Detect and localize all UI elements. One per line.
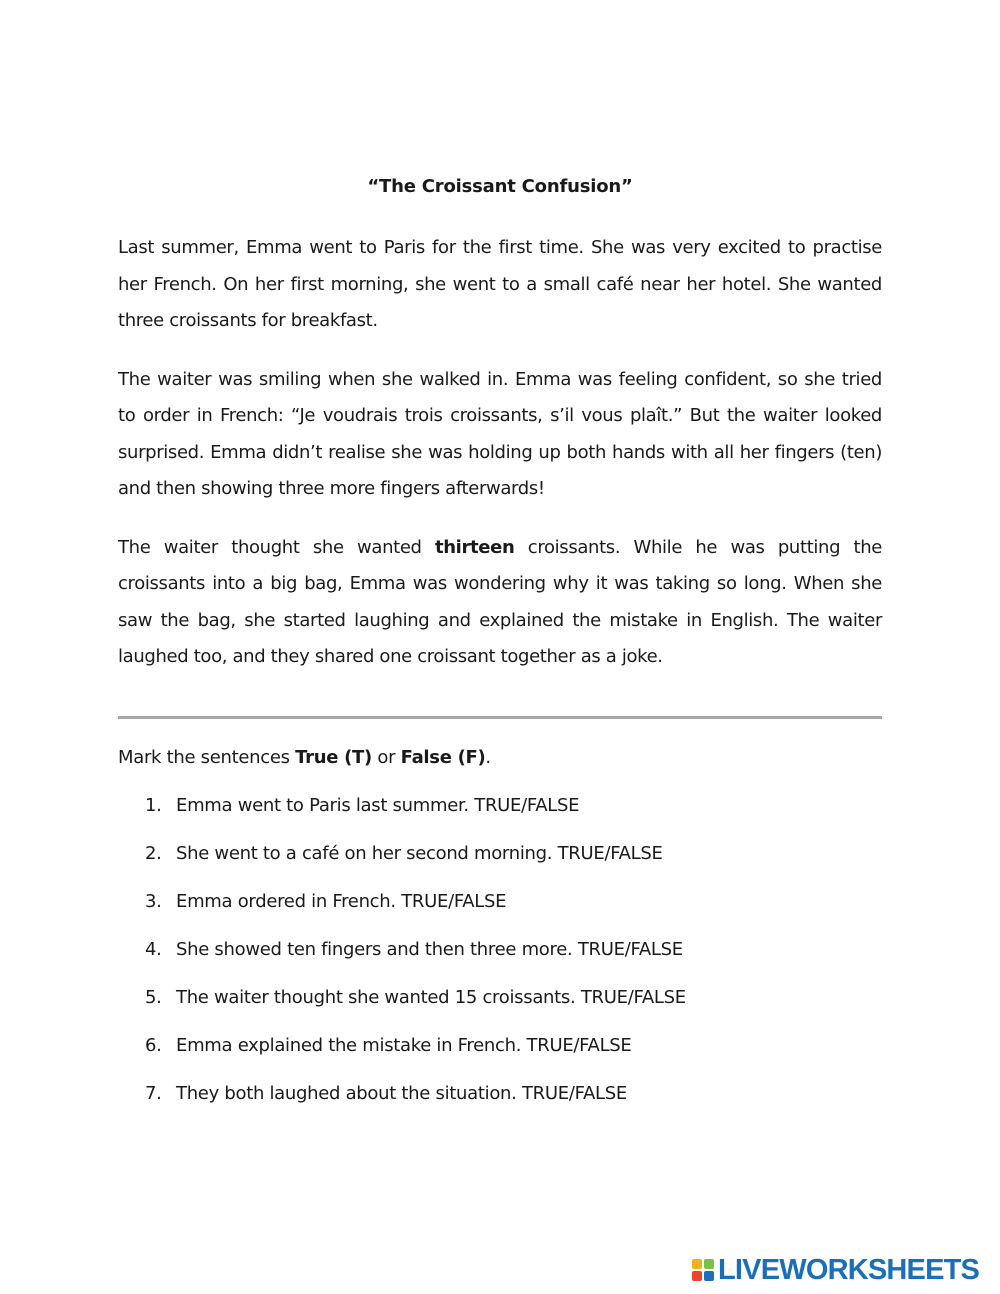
logo-block-2 xyxy=(704,1259,714,1269)
question-item xyxy=(145,891,686,939)
question-text[interactable]: They both laughed about the situation. TRUE/FALSE xyxy=(176,1083,627,1104)
section-divider xyxy=(118,716,882,719)
question-number: 5. xyxy=(145,987,162,1008)
question-number: 2. xyxy=(145,843,162,864)
question-number: 1. xyxy=(145,795,162,816)
paragraph-3-end: croissants. While he was putting the croissants into a big bag, Emma was wondering why it was taking so long. When she saw the bag, she started laughing and explained the mistake in English. The waiter laughed too, and they shared one croissant together as a joke. xyxy=(118,536,882,667)
question-text[interactable]: She went to a café on her second morning. TRUE/FALSE xyxy=(176,843,663,864)
liveworksheets-logo xyxy=(692,1254,979,1286)
instructions xyxy=(118,747,491,768)
question-number: 4. xyxy=(145,939,162,960)
paragraph-3-start: The waiter thought she wanted xyxy=(118,536,435,558)
story-paragraph-2: The waiter was smiling when she walked in. Emma was feeling confident, so she tried to order in French: “Je voudrais trois croissants, s’il vous plaît.” But the waiter looked surprised. Emma didn’t realise she was holding up both hands with all her fingers (ten) and then showing three more fingers afterwards! xyxy=(118,368,882,499)
story-body xyxy=(118,230,882,698)
true-label: True (T) xyxy=(295,747,372,768)
question-item xyxy=(145,987,686,1035)
paragraph-3-emphasis: thirteen xyxy=(434,536,515,558)
logo-block-1 xyxy=(692,1259,702,1269)
question-text[interactable]: The waiter thought she wanted 15 croissants. TRUE/FALSE xyxy=(176,987,686,1008)
question-item xyxy=(145,1035,686,1083)
story-paragraph-3 xyxy=(118,530,882,676)
question-item xyxy=(145,1083,686,1131)
question-number: 6. xyxy=(145,1035,162,1056)
question-text[interactable]: Emma explained the mistake in French. TRUE/FALSE xyxy=(176,1035,632,1056)
question-number: 3. xyxy=(145,891,162,912)
story-title: “The Croissant Confusion” xyxy=(367,176,633,197)
logo-block-4 xyxy=(704,1271,714,1281)
logo-blocks-icon xyxy=(692,1259,714,1281)
question-text[interactable]: Emma ordered in French. TRUE/FALSE xyxy=(176,891,507,912)
false-label: False (F) xyxy=(400,747,486,768)
question-item xyxy=(145,795,686,843)
question-item xyxy=(145,939,686,987)
instructions-middle: or xyxy=(371,747,401,768)
question-text[interactable]: Emma went to Paris last summer. TRUE/FALSE xyxy=(176,795,580,816)
story-paragraph-1: Last summer, Emma went to Paris for the first time. She was very excited to practise her French. On her first morning, she went to a small café near her hotel. She wanted three croissants for breakfast. xyxy=(118,237,882,331)
instructions-prefix: Mark the sentences xyxy=(118,747,296,768)
question-number: 7. xyxy=(145,1083,162,1104)
question-list xyxy=(145,795,686,1131)
question-text[interactable]: She showed ten fingers and then three more. TRUE/FALSE xyxy=(176,939,683,960)
question-item xyxy=(145,843,686,891)
instructions-suffix: . xyxy=(485,747,491,768)
logo-block-3 xyxy=(692,1271,702,1281)
logo-text: LIVEWORKSHEETS xyxy=(718,1253,980,1286)
